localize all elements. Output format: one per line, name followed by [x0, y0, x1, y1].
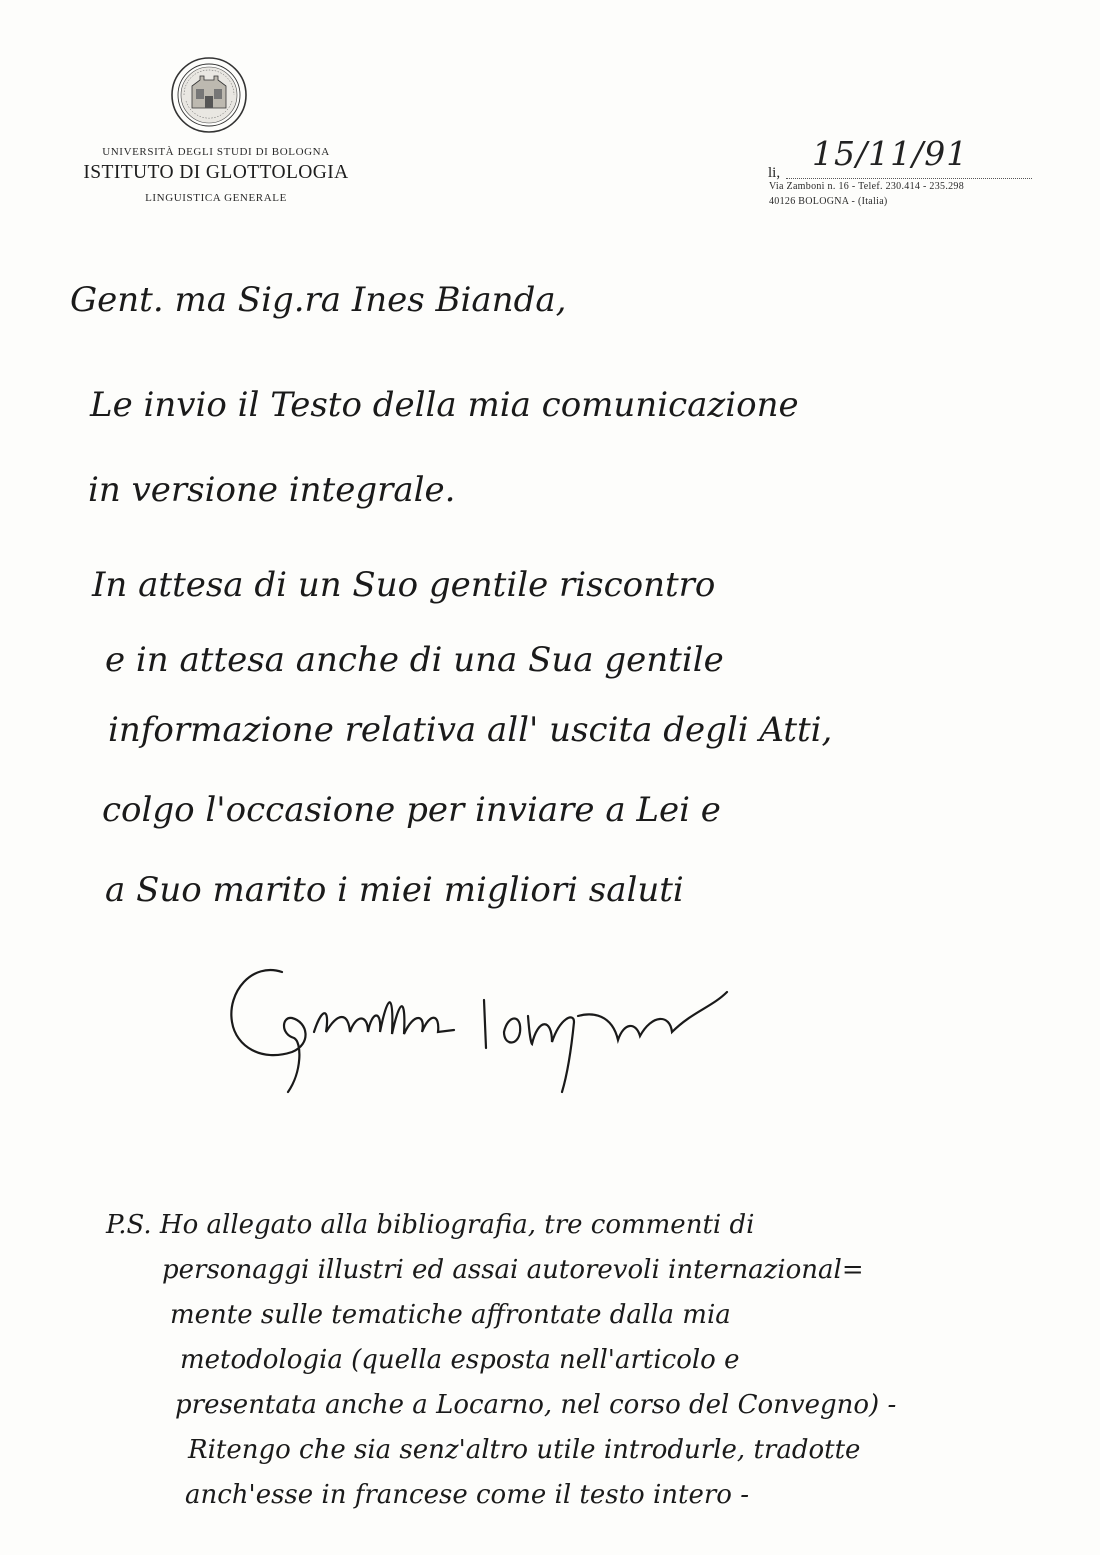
- date-dotted-line: [786, 178, 1032, 179]
- postscript-line: presentata anche a Locarno, nel corso del Convegno) -: [175, 1390, 897, 1420]
- university-seal-icon: [170, 56, 248, 134]
- date-label: li,: [768, 165, 781, 181]
- letter-line: e in attesa anche di una Sua gentile: [105, 640, 724, 680]
- letter-line: In attesa di un Suo gentile riscontro: [92, 565, 716, 605]
- letter-line: colgo l'occasione per inviare a Lei e: [102, 790, 721, 830]
- postscript-line: P.S. Ho allegato alla bibliografia, tre commenti di: [106, 1210, 755, 1240]
- address-line-1: Via Zamboni n. 16 - Telef. 230.414 - 235.298: [769, 181, 965, 192]
- salutation: Gent. ma Sig.ra Ines Bianda,: [70, 280, 567, 320]
- date-value: 15/11/91: [812, 134, 969, 173]
- address-line-2: 40126 BOLOGNA - (Italia): [769, 196, 888, 207]
- university-name: UNIVERSITÀ DEGLI STUDI DI BOLOGNA: [102, 146, 330, 158]
- postscript-line: anch'esse in francese come il testo intero -: [185, 1480, 749, 1510]
- department-name: LINGUISTICA GENERALE: [145, 192, 287, 204]
- postscript-line: Ritengo che sia senz'altro utile introdurle, tradotte: [188, 1435, 861, 1465]
- handwritten-signature: [222, 952, 752, 1102]
- postscript-line: personaggi illustri ed assai autorevoli internazional=: [162, 1255, 864, 1285]
- letter-line: a Suo marito i miei migliori saluti: [105, 870, 684, 910]
- letter-line: informazione relativa all' uscita degli Atti,: [108, 710, 833, 750]
- postscript-line: metodologia (quella esposta nell'articolo e: [180, 1345, 740, 1375]
- letter-line: in versione integrale.: [88, 470, 456, 510]
- postscript-line: mente sulle tematiche affrontate dalla mia: [170, 1300, 731, 1330]
- institute-name: ISTITUTO DI GLOTTOLOGIA: [83, 162, 349, 183]
- letter-line: Le invio il Testo della mia comunicazione: [90, 385, 799, 425]
